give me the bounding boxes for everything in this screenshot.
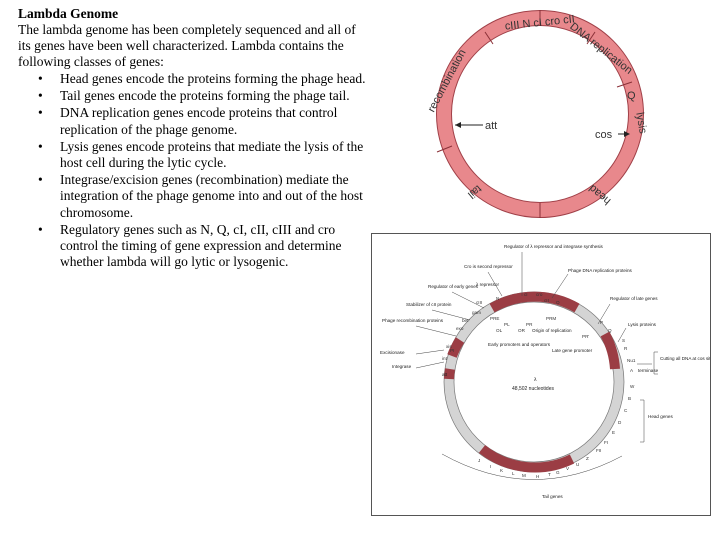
gene-G: G <box>556 470 560 475</box>
list-item: • Integrase/excision genes (recombination) mediate the integration of the phage genome into and out of the host chromosome. <box>38 172 363 220</box>
gene-C: C <box>624 408 628 413</box>
gene-Q: Q <box>608 328 612 333</box>
promoter-PR: PR <box>526 322 533 327</box>
list-item: • Lysis genes encode proteins that mediate the lysis of the host cell during the lytic cycle. <box>38 138 364 171</box>
label-lysis-proteins: Lysis proteins <box>628 322 656 327</box>
label-origin-replication: Origin of replication <box>532 328 572 333</box>
operator-OR: OR <box>518 328 525 333</box>
label-regulator-repressor: Regulator of λ repressor and integrase synthesis <box>504 244 603 249</box>
promoter-PRM: PRM <box>546 316 557 321</box>
gene-E: E <box>612 430 616 435</box>
gene-class-list <box>18 71 368 270</box>
label-stabilizer-cii: Stabilizer of cII protein <box>406 302 452 307</box>
bullet-icon: • <box>38 221 43 237</box>
list-item: • Regulatory genes such as N, Q, cI, cII, cIII and cro control the timing of gene expression and determine whether lambda will go lytic or lysogenic. <box>38 221 342 270</box>
promoter-PR-prime: PR' <box>582 334 590 339</box>
dna-replication-label: DNA replication <box>567 20 635 77</box>
gene-int: int <box>442 356 447 361</box>
bullet-icon: • <box>38 105 43 121</box>
label-tail-genes: Tail genes <box>542 494 563 499</box>
att-label: att <box>485 120 498 132</box>
gene-T: T <box>548 472 551 477</box>
gene-M: M <box>522 473 526 478</box>
bullet-icon: • <box>38 138 43 154</box>
gene-K: K <box>500 468 504 473</box>
regulatory-genes-label: cIII N cI cro cII <box>504 13 576 33</box>
gene-V: V <box>566 466 570 471</box>
label-terminase: terminase <box>638 368 659 373</box>
intro-paragraph: The lambda genome has been completely sequenced and all of its genes have been well characterized. Lambda contains the following classes of genes: <box>18 22 356 69</box>
gene-N: N <box>496 296 500 301</box>
label-lambda-repressor: λ repressor <box>476 282 499 287</box>
gene-cIII: cIII <box>476 300 483 305</box>
gene-J: J <box>478 458 481 463</box>
gene-I: I <box>490 464 492 469</box>
label-head-genes: Head genes <box>648 414 673 419</box>
gene-D: D <box>618 420 622 425</box>
gene-cII: cII <box>544 298 549 303</box>
gene-H: H <box>536 474 540 479</box>
label-early-promoters: Early promoters and operators <box>488 342 551 347</box>
label-regulator-early: Regulator of early genes <box>428 284 479 289</box>
gene-S: S <box>622 338 626 343</box>
bullet-icon: • <box>38 71 43 86</box>
operator-OL: OL <box>496 328 503 333</box>
q-gene-label: Q <box>627 90 636 102</box>
gene-gam: gam <box>472 310 481 315</box>
head-label: head <box>586 181 614 207</box>
gene-xis: xis <box>446 344 452 349</box>
gene-L: L <box>512 471 515 476</box>
promoter-PI: PI <box>450 348 455 353</box>
label-cro-repressor: Cro is second repressor <box>464 264 513 269</box>
gene-bet: bet <box>462 318 469 323</box>
gene-U: U <box>576 462 580 467</box>
gene-Nu1: Nu1 <box>627 358 636 363</box>
gene-O: O <box>556 300 560 305</box>
label-att: att <box>442 372 448 377</box>
gene-FII: FII <box>596 448 602 453</box>
label-excisionase: Excisionase <box>380 350 405 355</box>
recombination-label: recombination <box>425 47 469 115</box>
gene-cI: cI <box>524 292 528 297</box>
gene-B: B <box>628 396 632 401</box>
label-regulator-late: Regulator of late genes <box>610 296 658 301</box>
gene-A: A <box>630 368 634 373</box>
list-item: • Tail genes encode the proteins forming the phage tail. <box>38 88 350 104</box>
label-cutting-all: Cutting all DNA at cos site <box>660 356 710 361</box>
promoter-PRE: PRE <box>490 316 500 321</box>
gene-cro: cro <box>536 292 543 297</box>
label-lambda-center: λ <box>534 377 537 383</box>
label-late-gene-promoter: Late gene promoter <box>552 348 593 353</box>
detailed-map-svg <box>372 234 710 515</box>
gene-exo: exo <box>456 326 464 331</box>
promoter-PL: PL <box>504 322 510 327</box>
bullet-icon: • <box>38 172 43 188</box>
cos-label: cos <box>595 129 613 141</box>
lambda-circular-map <box>425 2 655 227</box>
bullet-icon: • <box>38 88 43 104</box>
label-phage-recombination: Phage recombination proteins <box>382 318 444 323</box>
att-arrow-icon <box>455 122 461 128</box>
list-item: • Head genes encode the proteins forming the phage head. <box>38 71 366 86</box>
text-panel <box>18 6 368 270</box>
label-nucleotides: 48,502 nucleotides <box>512 386 554 392</box>
gene-R: R <box>624 346 628 351</box>
detailed-genetic-map <box>371 233 711 516</box>
gene-W: W <box>630 384 635 389</box>
lysis-label: lysis <box>633 111 649 135</box>
label-phage-dna-replication: Phage DNA replication proteins <box>568 268 632 273</box>
label-integrase: Integrase <box>392 364 412 369</box>
list-item: • DNA replication genes encode proteins that control replication of the phage genome. <box>38 105 338 137</box>
tail-label: tail <box>465 182 484 201</box>
gene-P: P <box>600 320 604 325</box>
gene-FI: FI <box>604 440 609 445</box>
document-title: Lambda Genome <box>18 6 119 21</box>
gene-Z: Z <box>586 456 589 461</box>
